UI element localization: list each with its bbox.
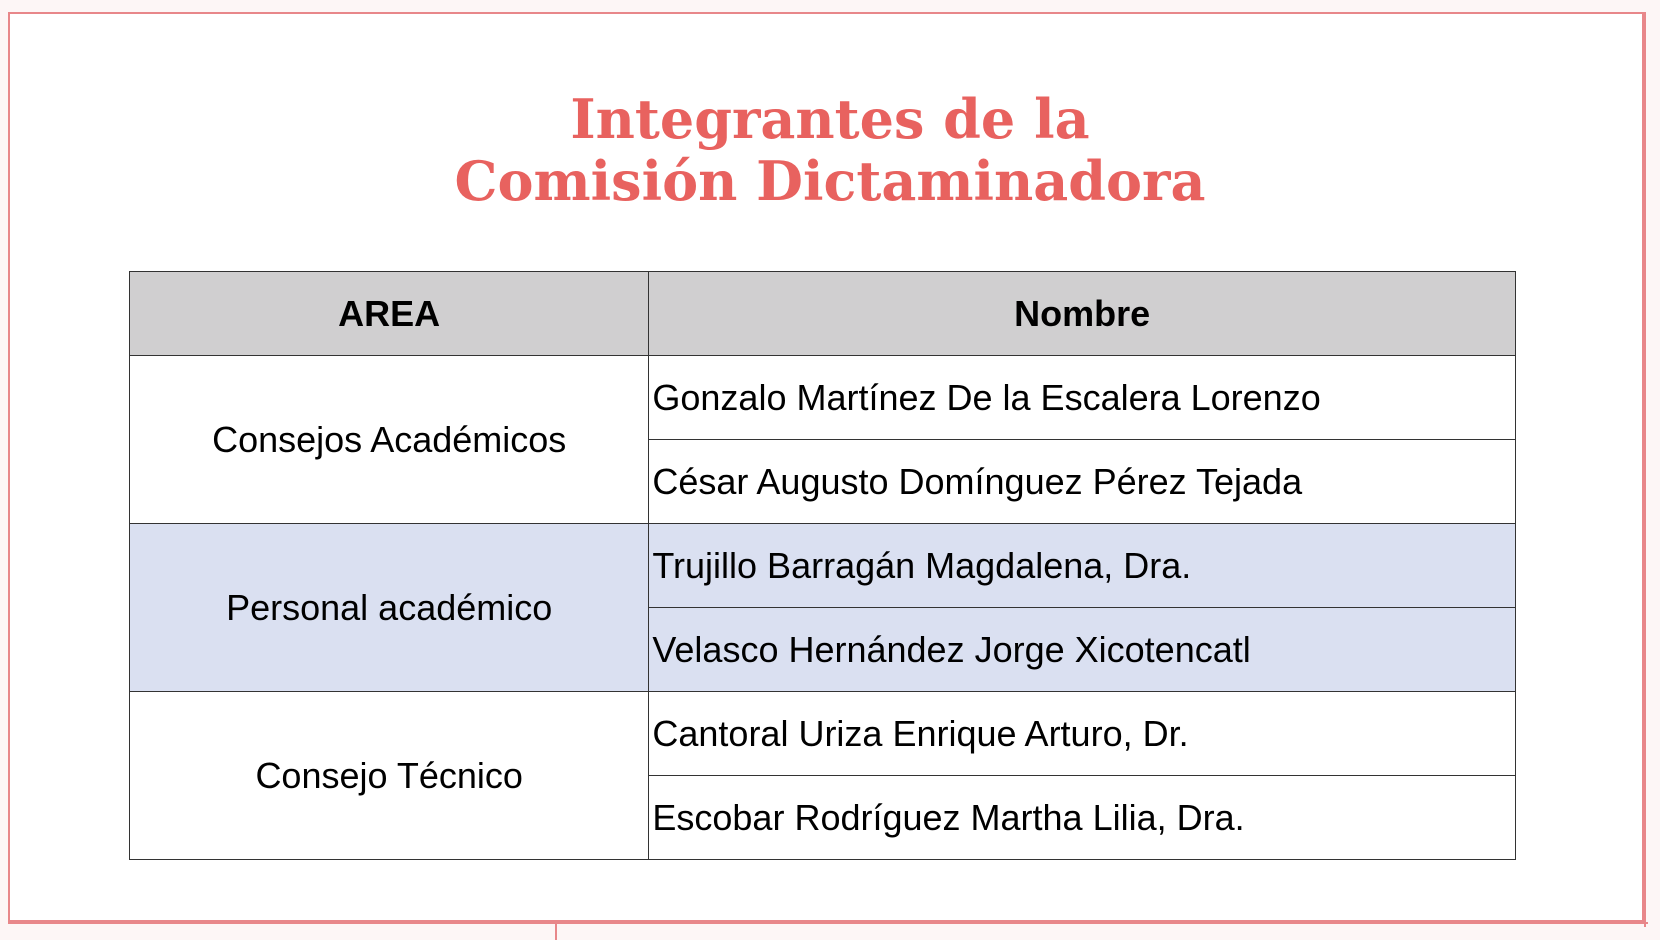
name-cell: Trujillo Barragán Magdalena, Dra.	[649, 524, 1516, 608]
header-area: AREA	[130, 272, 649, 356]
title-line-1: Integrantes de la	[570, 87, 1090, 151]
area-cell: Consejos Académicos	[130, 356, 649, 524]
name-cell: César Augusto Domínguez Pérez Tejada	[649, 440, 1516, 524]
area-cell: Personal académico	[130, 524, 649, 692]
name-cell: Velasco Hernández Jorge Xicotencatl	[649, 608, 1516, 692]
area-cell: Consejo Técnico	[130, 692, 649, 860]
table-header-row	[130, 272, 1516, 356]
title-line-2: Comisión Dictaminadora	[454, 149, 1206, 213]
bottom-divider-tick	[555, 922, 557, 940]
name-cell: Gonzalo Martínez De la Escalera Lorenzo	[649, 356, 1516, 440]
table-row	[130, 524, 1516, 608]
table-row	[130, 692, 1516, 776]
name-cell: Escobar Rodríguez Martha Lilia, Dra.	[649, 776, 1516, 860]
header-name: Nombre	[649, 272, 1516, 356]
bottom-divider	[8, 922, 1648, 924]
name-cell: Cantoral Uriza Enrique Arturo, Dr.	[649, 692, 1516, 776]
page-title	[0, 88, 1660, 212]
commission-table	[129, 271, 1516, 860]
table-row	[130, 356, 1516, 440]
